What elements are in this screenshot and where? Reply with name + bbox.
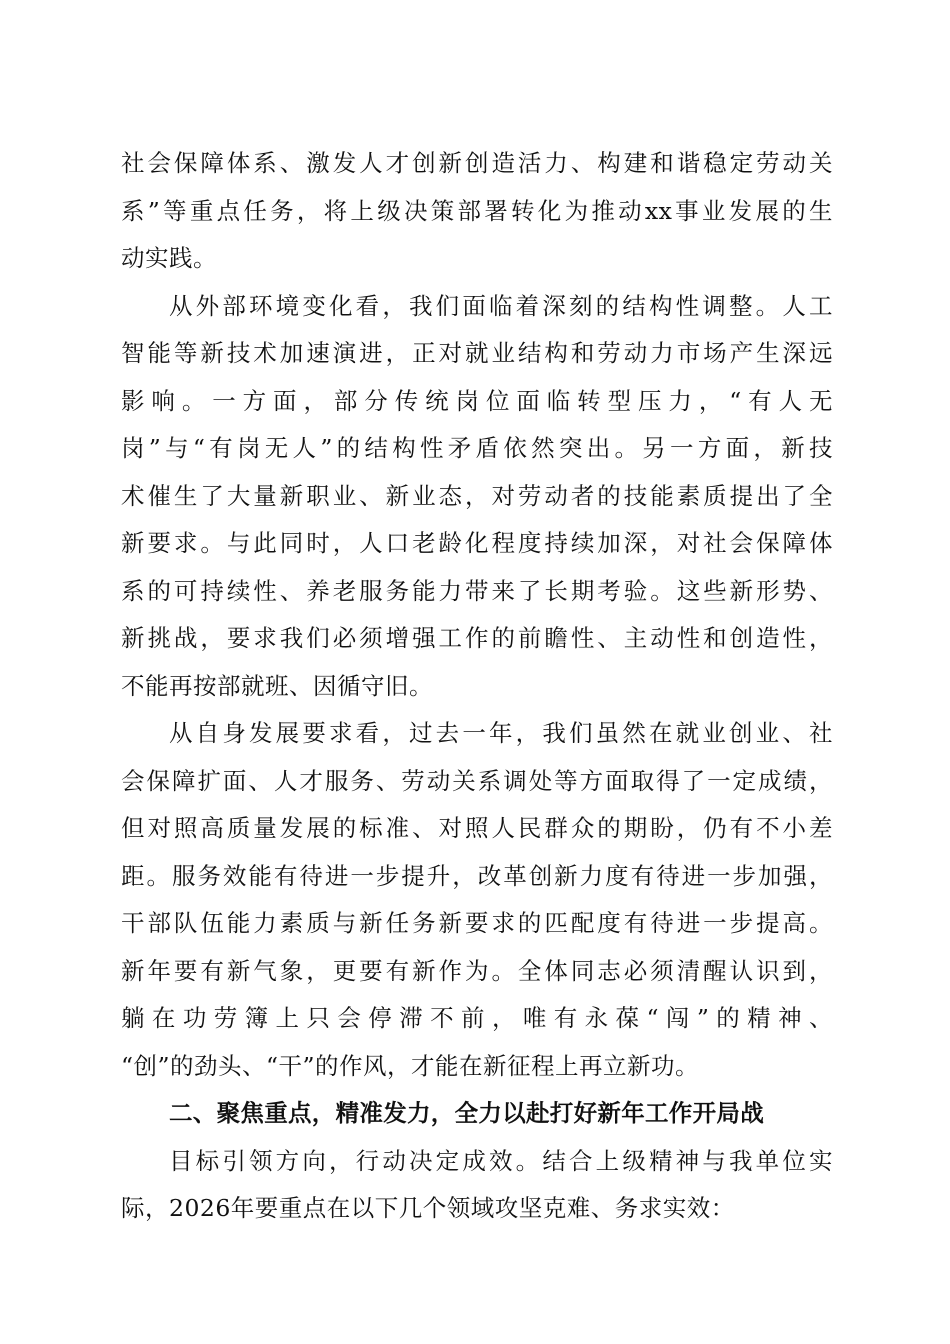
text-line: 社会保障体系、激发人才创新创造活力、构建和谐稳定劳动关 <box>121 149 833 177</box>
paragraph <box>121 283 833 711</box>
text-line: 会保障扩面、人才服务、劳动关系调处等方面取得了一定成绩， <box>121 766 833 795</box>
text-line: 不能再按部就班、因循守旧。 <box>121 671 433 700</box>
text-line: 从外部环境变化看，我们面临着深刻的结构性调整。人工 <box>169 291 833 320</box>
document-body <box>121 140 833 1233</box>
text-line: 新要求。与此同时，人口老龄化程度持续加深，对社会保障体 <box>121 529 833 557</box>
text-line: 系的可持续性、养老服务能力带来了长期考验。这些新形势、 <box>121 576 833 605</box>
paragraph <box>121 710 833 1090</box>
text-line: 系”等重点任务，将上级决策部署转化为推动xx事业发展的生 <box>121 196 833 225</box>
text-line: 际，2026年要重点在以下几个领域攻坚克难、务求实效： <box>121 1194 735 1222</box>
text-line: 智能等新技术加速演进，正对就业结构和劳动力市场产生深远 <box>121 339 833 367</box>
text-line: 干部队伍能力素质与新任务新要求的匹配度有待进一步提高。 <box>121 909 833 937</box>
text-line: 新挑战，要求我们必须增强工作的前瞻性、主动性和创造性， <box>121 624 833 652</box>
text-line: 术催生了大量新职业、新业态，对劳动者的技能素质提出了全 <box>121 481 833 510</box>
text-line: 目标引领方向，行动决定成效。结合上级精神与我单位实 <box>169 1146 833 1175</box>
paragraph <box>121 140 833 283</box>
text-line: 从自身发展要求看，过去一年，我们虽然在就业创业、社 <box>169 719 833 747</box>
text-line: 但对照高质量发展的标准、对照人民群众的期盼，仍有不小差 <box>121 814 833 842</box>
text-line: 距。服务效能有待进一步提升，改革创新力度有待进一步加强， <box>121 861 833 890</box>
text-line: 动实践。 <box>121 244 217 272</box>
text-line: 躺在功劳簿上只会停滞不前，唯有永葆“闯”的精神、 <box>121 1004 833 1032</box>
paragraph <box>121 1138 833 1233</box>
text-line: “创”的劲头、“干”的作风，才能在新征程上再立新功。 <box>121 1051 700 1080</box>
text-line: 岗”与“有岗无人”的结构性矛盾依然突出。另一方面，新技 <box>121 434 833 462</box>
text-line: 新年要有新气象，更要有新作为。全体同志必须清醒认识到， <box>121 956 833 985</box>
text-line: 影响。一方面，部分传统岗位面临转型压力，“有人无 <box>121 386 833 415</box>
section-heading: 二、聚焦重点，精准发力，全力以赴打好新年工作开局战 <box>169 1099 764 1127</box>
